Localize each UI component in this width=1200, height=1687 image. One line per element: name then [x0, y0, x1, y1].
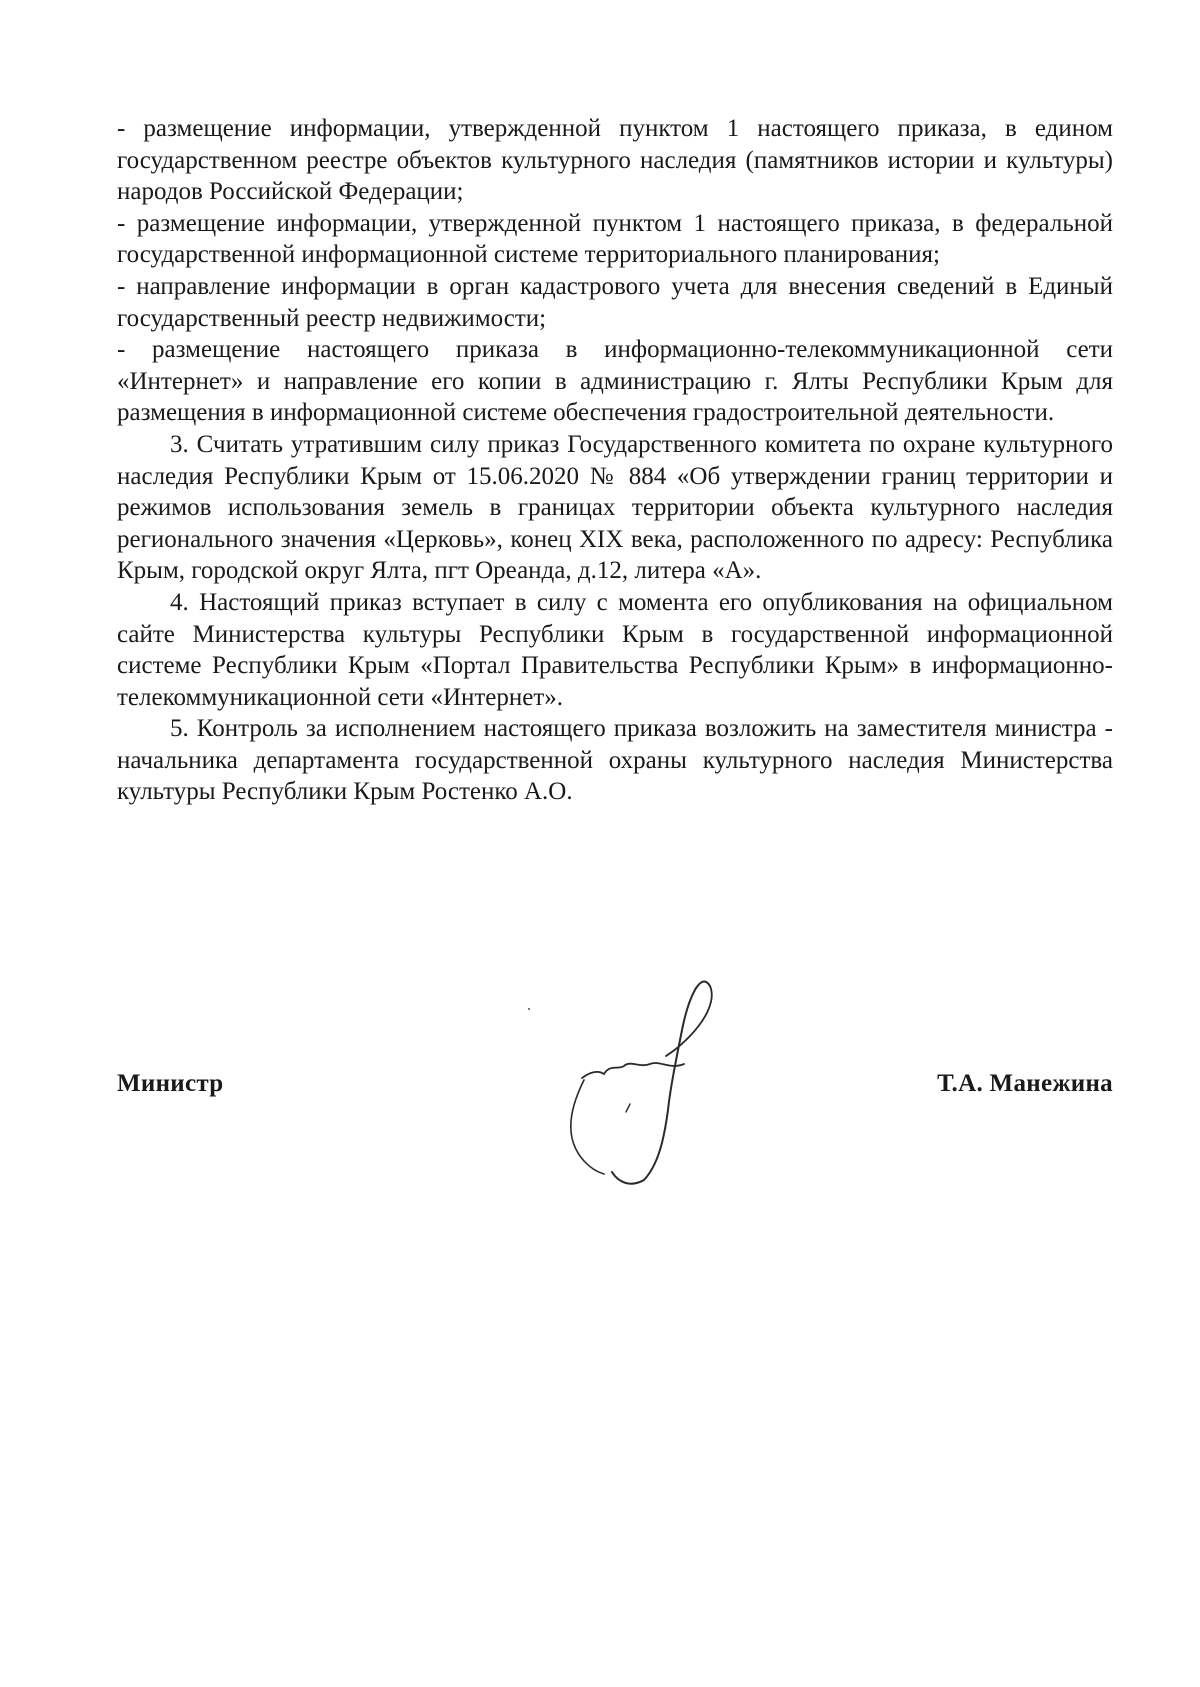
signature-stroke-wave [582, 1063, 684, 1078]
signatory-position: Министр [117, 1070, 224, 1097]
signature-stroke-main [612, 982, 710, 1184]
scan-speck [528, 1008, 530, 1010]
document-body [117, 113, 1113, 808]
signature-stroke-loop [666, 986, 712, 1056]
signature-stroke-curve [571, 1080, 604, 1174]
signatory-name: Т.А. Манежина [937, 1070, 1113, 1097]
paragraph-item-3-repeal: 3. Считать утратившим силу приказ Государственного комитета по охране культурного наследия Республики Крым от 15.06.2020 № 884 «Об утверждении границ территории и режимов использования земель в границах территории объекта культурного наследия регионального значения «Церковь», конец XIX века, расположенного по адресу: Республика Крым, городской округ Ялта, пгт Ореанда, д.12, литера «А». [117, 430, 1113, 585]
paragraph-internet-publication: - размещение настоящего приказа в информационно-телекоммуникационной сети «Интернет» и направление его копии в администрацию г. Ялты Республики Крым для размещения в информационной системе обеспечения градостроительной деятельности. [117, 336, 1113, 427]
paragraph-registry-entry: - размещение информации, утвержденной пунктом 1 настоящего приказа, в едином государственном реестре объектов культурного наследия (памятников истории и культуры) народов Российской Федерации; [117, 115, 1113, 206]
paragraph-cadastral-notice: - направление информации в орган кадастрового учета для внесения сведений в Единый государственный реестр недвижимости; [117, 272, 1113, 332]
signature-stroke-tick [626, 1104, 630, 1112]
paragraph-planning-system: - размещение информации, утвержденной пунктом 1 настоящего приказа, в федеральной государственной информационной системе территориального планирования; [117, 209, 1113, 269]
handwritten-signature [560, 960, 740, 1200]
paragraph-item-4-effective: 4. Настоящий приказ вступает в силу с момента его опубликования на официальном сайте Министерства культуры Республики Крым в государственной информационной системе Республики Крым «Портал Правительства Республики Крым» в информационно-телекоммуникационной сети «Интернет». [117, 588, 1113, 711]
paragraph-item-5-control: 5. Контроль за исполнением настоящего приказа возложить на заместителя министра - начальника департамента государственной охраны культурного наследия Министерства культуры Республики Крым Ростенко А.О. [117, 715, 1113, 806]
